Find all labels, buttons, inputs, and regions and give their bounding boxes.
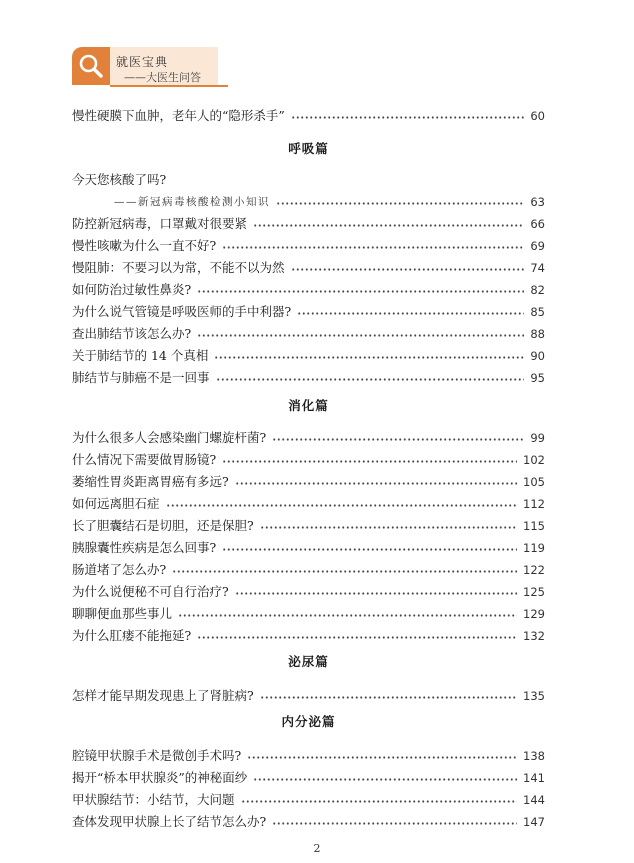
toc-entry-page: 119 xyxy=(523,541,545,555)
dot-leader xyxy=(260,526,517,529)
dot-leader xyxy=(222,460,517,463)
toc-entry-page: 135 xyxy=(523,689,545,703)
toc-entry-title: 查体发现甲状腺上长了结节怎么办? xyxy=(72,814,267,829)
toc-entry-page: 82 xyxy=(530,283,545,297)
toc-entry-title: 慢性硬膜下血肿，老年人的“隐形杀手” xyxy=(72,108,285,123)
toc-entry-title: 关于肺结节的 14 个真相 xyxy=(72,348,209,363)
toc-entry-title: 慢阻肺：不要习以为常，不能不以为然 xyxy=(72,260,285,275)
toc-entry[interactable] xyxy=(72,558,545,578)
magnifier-icon xyxy=(77,52,105,80)
toc-entry[interactable] xyxy=(72,256,545,276)
section-heading-digestive: 消化篇 xyxy=(288,398,329,413)
dot-leader xyxy=(291,116,525,119)
toc-entry-title: 为什么说气管镜是呼吸医师的手中利器? xyxy=(72,304,292,319)
toc-entry-page: 60 xyxy=(530,109,545,123)
toc-entry-page: 125 xyxy=(523,585,545,599)
toc-entry-page: 115 xyxy=(523,519,545,533)
dot-leader xyxy=(276,202,524,205)
toc-entry-title: 慢性咳嗽为什么一直不好? xyxy=(72,238,217,253)
toc-entry-page: 129 xyxy=(523,607,545,621)
toc-entry-title: 胰腺囊性疾病是怎么回事? xyxy=(72,540,217,555)
dot-leader xyxy=(260,696,517,699)
toc-entry-page: 99 xyxy=(530,431,545,445)
toc-entry-page: 122 xyxy=(523,563,545,577)
toc-entry-title: 为什么肛瘘不能拖延? xyxy=(72,628,192,643)
toc-entry[interactable] xyxy=(72,278,545,298)
page-number: 2 xyxy=(313,842,321,855)
toc-entry[interactable] xyxy=(72,810,545,830)
toc-entry-title: 聊聊便血那些事儿 xyxy=(72,606,173,621)
dot-leader xyxy=(197,636,517,639)
toc-entry-page: 63 xyxy=(530,195,545,209)
header-underline xyxy=(110,85,228,87)
toc-entry-title: 揭开“桥本甲状腺炎”的神秘面纱 xyxy=(72,770,248,785)
toc-entry-page: 74 xyxy=(530,261,545,275)
dot-leader xyxy=(253,224,524,227)
toc-entry-title: 腔镜甲状腺手术是微创手术吗? xyxy=(72,748,242,763)
toc-entry-page: 138 xyxy=(523,749,545,763)
dot-leader xyxy=(178,614,517,617)
toc-entry-page: 90 xyxy=(530,349,545,363)
toc-entry[interactable] xyxy=(72,322,545,342)
dot-leader xyxy=(291,268,525,271)
toc-entry[interactable] xyxy=(72,426,545,446)
section-heading-endocrine: 内分泌篇 xyxy=(281,714,336,729)
toc-entry[interactable] xyxy=(72,448,545,468)
toc-entry-title: 怎样才能早期发现患上了肾脏病? xyxy=(72,688,254,703)
toc-entry-page: 85 xyxy=(530,305,545,319)
toc-entry-title: 甲状腺结节：小结节，大问题 xyxy=(72,792,235,807)
toc-entry[interactable] xyxy=(72,766,545,786)
header-tab xyxy=(72,47,110,85)
toc-entry-page: 147 xyxy=(523,815,545,829)
toc-entry[interactable] xyxy=(72,684,545,704)
dot-leader xyxy=(235,482,517,485)
toc-entry-title: 为什么很多人会感染幽门螺旋杆菌? xyxy=(72,430,267,445)
toc-entry-title: 什么情况下需要做胃肠镜? xyxy=(72,452,217,467)
dot-leader xyxy=(235,592,517,595)
toc-entry-title: 肠道堵了怎么办? xyxy=(72,562,167,577)
section-heading-respiratory: 呼吸篇 xyxy=(288,141,329,156)
toc-entry-title: 如何远离胆石症 xyxy=(72,496,160,511)
toc-entry-page: 141 xyxy=(523,771,545,785)
toc-entry-hematoma[interactable] xyxy=(72,104,545,124)
toc-entry-page: 88 xyxy=(530,327,545,341)
toc-entry[interactable] xyxy=(72,300,545,320)
dot-leader xyxy=(272,822,517,825)
toc-entry[interactable] xyxy=(72,602,545,622)
dot-leader xyxy=(197,334,524,337)
toc-entry-title: 长了胆囊结石是切胆，还是保胆? xyxy=(72,518,254,533)
toc-entry[interactable] xyxy=(72,344,545,364)
toc-entry-nucleic-acid-subtitle[interactable] xyxy=(72,190,545,210)
dot-leader xyxy=(197,290,524,293)
dot-leader xyxy=(172,570,517,573)
toc-entry[interactable] xyxy=(72,744,545,764)
toc-entry-page: 112 xyxy=(523,497,545,511)
toc-entry-title: ——新冠病毒核酸检测小知识 xyxy=(114,196,270,208)
book-subtitle: ——大医生问答 xyxy=(124,71,201,84)
toc-entry-title: 查出肺结节该怎么办? xyxy=(72,326,192,341)
toc-entry-title: 肺结节与肺癌不是一回事 xyxy=(72,370,210,385)
dot-leader xyxy=(214,356,524,359)
toc-entry-page: 95 xyxy=(530,371,545,385)
book-title: 就医宝典 xyxy=(116,55,169,69)
toc-entry[interactable] xyxy=(72,212,545,232)
toc-entry-title-nucleic-acid[interactable]: 今天您核酸了吗? xyxy=(72,172,167,187)
toc-entry[interactable] xyxy=(72,470,545,490)
toc-entry[interactable] xyxy=(72,492,545,512)
toc-entry-title: 防控新冠病毒，口罩戴对很要紧 xyxy=(72,216,248,231)
dot-leader xyxy=(222,246,524,249)
toc-entry[interactable] xyxy=(72,234,545,254)
toc-entry[interactable] xyxy=(72,536,545,556)
dot-leader xyxy=(241,800,518,803)
toc-entry[interactable] xyxy=(72,788,545,808)
dot-leader xyxy=(297,312,524,315)
toc-entry-page: 144 xyxy=(523,793,545,807)
toc-entry-page: 69 xyxy=(530,239,545,253)
dot-leader xyxy=(222,548,517,551)
toc-entry-page: 105 xyxy=(523,475,545,489)
toc-entry-title: 如何防治过敏性鼻炎? xyxy=(72,282,192,297)
dot-leader xyxy=(216,378,525,381)
toc-entry-page: 102 xyxy=(523,453,545,467)
dot-leader xyxy=(253,778,517,781)
toc-entry[interactable] xyxy=(72,514,545,534)
toc-entry[interactable] xyxy=(72,624,545,644)
toc-entry[interactable] xyxy=(72,580,545,600)
toc-entry-page: 132 xyxy=(523,629,545,643)
toc-entry-title: 萎缩性胃炎距离胃癌有多远? xyxy=(72,474,229,489)
toc-entry-title: 为什么说便秘不可自行治疗? xyxy=(72,584,229,599)
toc-entry-page: 66 xyxy=(530,217,545,231)
toc-entry[interactable] xyxy=(72,366,545,386)
section-heading-urology: 泌尿篇 xyxy=(288,654,329,669)
dot-leader xyxy=(166,504,518,507)
dot-leader xyxy=(272,438,524,441)
book-header xyxy=(72,47,228,87)
dot-leader xyxy=(247,756,517,759)
